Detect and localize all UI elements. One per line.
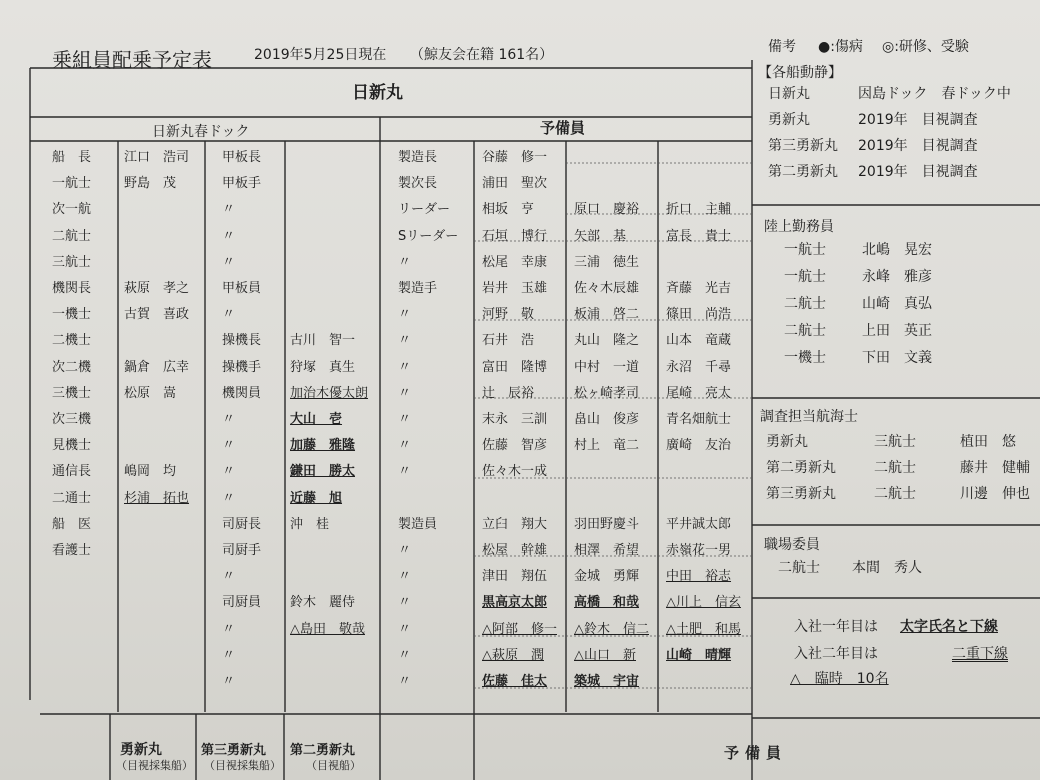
roster-cell-c2: 江口 浩司 xyxy=(124,150,190,165)
fleet-ship: 日新丸 xyxy=(768,86,810,102)
roster-cell-c4: 近藤 旭 xyxy=(290,490,343,506)
roster-cell-c4: 狩塚 真生 xyxy=(290,359,356,375)
roster-cell-c1: 船 長 xyxy=(52,150,92,165)
roster-cell-c5: 〃 xyxy=(398,674,412,689)
roster-cell-c6: △阿部 修一 xyxy=(482,621,557,637)
roster-cell-c1: 二航士 xyxy=(52,228,92,244)
roster-cell-c7: 築城 宇宙 xyxy=(574,674,640,689)
roster-cell-c6: 浦田 聖次 xyxy=(482,176,548,192)
roster-cell-c1: 次三機 xyxy=(52,412,92,427)
bottom-ship-2: 第三勇新丸 xyxy=(201,743,267,758)
roster-cell-c8: 永沼 千尋 xyxy=(666,359,732,375)
roster-cell-c7: 村上 竜二 xyxy=(574,438,640,454)
land-role: 一航士 xyxy=(784,242,826,258)
roster-cell-c4: 鎌田 勝太 xyxy=(290,464,356,480)
land-name: 上田 英正 xyxy=(862,323,932,339)
roster-cell-c8: 赤嶺花一男 xyxy=(666,543,732,558)
fleet-status-heading: 【各船動静】 xyxy=(758,65,842,81)
roster-cell-c5: 〃 xyxy=(398,333,412,349)
roster-cell-c4: 鈴木 麗侍 xyxy=(290,595,356,611)
roster-cell-c7: 相澤 希望 xyxy=(574,543,640,558)
roster-cell-c6: 松尾 幸康 xyxy=(482,254,548,270)
legend-training: ◎:研修、受験 xyxy=(882,39,969,55)
roster-cell-c1: 三航士 xyxy=(52,254,92,270)
roster-cell-c6: △萩原 潤 xyxy=(482,647,544,663)
roster-cell-c1: 二通士 xyxy=(52,490,92,506)
roster-cell-c3: 〃 xyxy=(222,464,236,480)
roster-cell-c1: 機関長 xyxy=(52,281,92,296)
roster-cell-c5: 〃 xyxy=(398,464,412,480)
bottom-ship-3-note: （目視船） xyxy=(306,759,361,772)
fleet-ship: 勇新丸 xyxy=(768,112,810,128)
fleet-ship: 第二勇新丸 xyxy=(768,164,838,180)
roster-cell-c3: 〃 xyxy=(222,490,236,506)
roster-cell-c8: 斉藤 光吉 xyxy=(666,281,732,296)
fleet-status: 2019年 目視調査 xyxy=(858,164,978,180)
roster-cell-c4: 加治木優太朗 xyxy=(290,385,369,401)
roster-cell-c5: リーダー xyxy=(398,202,451,218)
roster-cell-c7: 矢部 基 xyxy=(574,228,627,244)
roster-cell-c4: 古川 智一 xyxy=(290,333,356,349)
roster-cell-c3: 〃 xyxy=(222,438,236,454)
land-role: 二航士 xyxy=(784,296,826,312)
roster-cell-c3: 〃 xyxy=(222,647,236,663)
legend-illness: ●:傷病 xyxy=(818,39,863,55)
roster-cell-c5: 〃 xyxy=(398,647,412,663)
roster-cell-c7: 原口 慶裕 xyxy=(574,202,640,218)
roster-cell-c1: 一機士 xyxy=(52,307,92,323)
land-name: 下田 文義 xyxy=(862,350,932,366)
roster-cell-c7: △山口 新 xyxy=(574,647,636,663)
roster-cell-c1: 船 医 xyxy=(52,516,92,532)
roster-cell-c3: 甲板長 xyxy=(222,150,262,165)
roster-cell-c5: Sリーダー xyxy=(398,228,459,244)
roster-cell-c3: 〃 xyxy=(222,569,236,585)
roster-cell-c5: 〃 xyxy=(398,307,412,323)
roster-cell-c5: 製造員 xyxy=(398,516,438,532)
roster-cell-c6: 石垣 博行 xyxy=(482,228,548,244)
roster-cell-c8: △川上 信玄 xyxy=(666,595,741,611)
land-name: 北嶋 晃宏 xyxy=(862,242,932,258)
roster-cell-c6: 相坂 亨 xyxy=(482,202,535,218)
roster-cell-c3: 司厨長 xyxy=(222,516,262,532)
roster-cell-c2: 野島 茂 xyxy=(124,176,177,192)
fleet-ship: 第三勇新丸 xyxy=(768,138,838,154)
land-name: 永峰 雅彦 xyxy=(862,269,932,285)
note-first-year-style: 太字氏名と下線 xyxy=(900,619,998,635)
note-first-year: 入社一年目は xyxy=(794,619,878,635)
roster-cell-c3: 〃 xyxy=(222,228,236,244)
bottom-ship-3: 第二勇新丸 xyxy=(290,743,356,758)
survey-name: 植田 悠 xyxy=(960,434,1016,450)
survey-navigators-heading: 調査担当航海士 xyxy=(760,409,858,425)
roster-cell-c2: 鍋倉 広幸 xyxy=(124,359,190,375)
roster-cell-c7: 中村 一道 xyxy=(574,359,640,375)
roster-cell-c6: 谷藤 修一 xyxy=(482,150,548,165)
roster-cell-c7: 金城 勇輝 xyxy=(574,569,640,585)
roster-cell-c5: 〃 xyxy=(398,412,412,427)
roster-cell-c1: 一航士 xyxy=(52,176,92,192)
roster-cell-c4: 加藤 雅隆 xyxy=(290,438,356,454)
roster-cell-c4: △島田 敬哉 xyxy=(290,621,365,637)
roster-cell-c3: 甲板手 xyxy=(222,176,262,192)
roster-cell-c3: 〃 xyxy=(222,254,236,270)
survey-role: 三航士 xyxy=(874,434,916,450)
workplace-committee-heading: 職場委員 xyxy=(764,537,820,553)
roster-cell-c7: 畠山 俊彦 xyxy=(574,412,640,427)
roster-cell-c1: 看護士 xyxy=(52,543,92,558)
roster-cell-c8: 尾崎 亮太 xyxy=(666,385,732,401)
survey-name: 藤井 健輔 xyxy=(960,460,1030,476)
roster-cell-c2: 杉浦 拓也 xyxy=(124,490,190,506)
roster-cell-c3: 司厨員 xyxy=(222,595,262,611)
roster-cell-c7: 三浦 徳生 xyxy=(574,254,640,270)
ship-title: 日新丸 xyxy=(352,83,403,103)
land-name: 山崎 真弘 xyxy=(862,296,932,312)
roster-cell-c8: 青名畑航士 xyxy=(666,412,732,427)
roster-cell-c5: 〃 xyxy=(398,438,412,454)
roster-cell-c4: 大山 壱 xyxy=(290,412,343,427)
survey-ship: 第三勇新丸 xyxy=(766,486,836,502)
roster-cell-c5: 〃 xyxy=(398,595,412,611)
reserve-section-title: 予備員 xyxy=(540,119,586,137)
document-title: 乗組員配乗予定表 xyxy=(52,48,212,72)
roster-cell-c6: 佐藤 智彦 xyxy=(482,438,548,454)
land-staff-heading: 陸上勤務員 xyxy=(764,219,834,235)
survey-name: 川邊 伸也 xyxy=(960,486,1030,502)
roster-cell-c6: 石井 浩 xyxy=(482,333,535,349)
roster-cell-c8: 平井誠太郎 xyxy=(666,516,732,532)
roster-cell-c6: 黒高京太郎 xyxy=(482,595,548,611)
roster-cell-c6: 富田 隆博 xyxy=(482,359,548,375)
roster-cell-c7: 松ヶ崎孝司 xyxy=(574,385,640,401)
committee-name: 本間 秀人 xyxy=(852,560,922,576)
roster-cell-c8: 廣崎 友治 xyxy=(666,438,732,454)
roster-cell-c3: 〃 xyxy=(222,674,236,689)
roster-cell-c1: 二機士 xyxy=(52,333,92,349)
roster-cell-c5: 製造手 xyxy=(398,281,438,296)
roster-cell-c6: 岩井 玉雄 xyxy=(482,281,548,296)
roster-cell-c1: 次一航 xyxy=(52,202,92,218)
roster-cell-c7: 高橋 和哉 xyxy=(574,595,640,611)
roster-cell-c8: 折口 主輔 xyxy=(666,202,732,218)
roster-cell-c5: 〃 xyxy=(398,385,412,401)
bottom-reserve: 予備員 xyxy=(724,744,788,762)
roster-cell-c3: 操機手 xyxy=(222,359,262,375)
land-role: 一航士 xyxy=(784,269,826,285)
roster-cell-c1: 三機士 xyxy=(52,385,92,401)
roster-cell-c5: 〃 xyxy=(398,359,412,375)
roster-cell-c8: 山本 竜蔵 xyxy=(666,333,732,349)
roster-cell-c6: 立臼 翔大 xyxy=(482,516,548,532)
note-temporary: △ 臨時 10名 xyxy=(790,671,889,687)
roster-cell-c2: 嶋岡 均 xyxy=(124,464,177,480)
roster-cell-c6: 津田 翔伍 xyxy=(482,569,548,585)
fleet-status: 2019年 目視調査 xyxy=(858,112,978,128)
roster-cell-c6: 佐々木一成 xyxy=(482,464,548,480)
roster-cell-c6: 佐藤 佳太 xyxy=(482,674,548,689)
fleet-status: 因島ドック 春ドック中 xyxy=(858,86,1011,102)
roster-cell-c4: 沖 桂 xyxy=(290,516,330,532)
roster-cell-c1: 見機士 xyxy=(52,438,92,454)
bottom-ship-1-note: （目視採集船） xyxy=(116,759,193,772)
roster-cell-c7: 丸山 隆之 xyxy=(574,333,640,349)
roster-cell-c3: 操機長 xyxy=(222,333,262,349)
legend-heading: 備考 xyxy=(768,39,796,55)
roster-cell-c8: 中田 裕志 xyxy=(666,569,732,585)
survey-role: 二航士 xyxy=(874,486,916,502)
roster-cell-c6: 河野 敬 xyxy=(482,307,535,323)
bottom-ship-2-note: （目視採集船） xyxy=(204,759,281,772)
roster-cell-c8: △土肥 和馬 xyxy=(666,621,741,637)
survey-ship: 勇新丸 xyxy=(766,434,808,450)
roster-cell-c2: 古賀 喜政 xyxy=(124,307,190,323)
roster-cell-c2: 松原 嵩 xyxy=(124,385,177,401)
roster-cell-c7: 羽田野慶斗 xyxy=(574,516,640,532)
roster-cell-c3: 〃 xyxy=(222,412,236,427)
roster-cell-c1: 通信長 xyxy=(52,464,92,480)
committee-role: 二航士 xyxy=(778,560,820,576)
roster-cell-c6: 末永 三訓 xyxy=(482,412,548,427)
roster-cell-c5: 〃 xyxy=(398,569,412,585)
roster-cell-c3: 〃 xyxy=(222,307,236,323)
roster-cell-c6: 辻 辰裕 xyxy=(482,385,535,401)
roster-cell-c3: 機関員 xyxy=(222,385,262,401)
roster-cell-c3: 司厨手 xyxy=(222,543,262,558)
roster-cell-c6: 松屋 幹雄 xyxy=(482,543,548,558)
survey-role: 二航士 xyxy=(874,460,916,476)
land-role: 二航士 xyxy=(784,323,826,339)
roster-cell-c3: 〃 xyxy=(222,621,236,637)
note-second-year: 入社二年目は xyxy=(794,646,878,662)
roster-cell-c5: 〃 xyxy=(398,543,412,558)
survey-ship: 第二勇新丸 xyxy=(766,460,836,476)
roster-cell-c5: 〃 xyxy=(398,621,412,637)
fleet-status: 2019年 目視調査 xyxy=(858,138,978,154)
roster-cell-c1: 次二機 xyxy=(52,359,92,375)
roster-cell-c8: 篠田 尚浩 xyxy=(666,307,732,323)
note-second-year-style: 二重下線 xyxy=(952,646,1008,662)
roster-cell-c5: 〃 xyxy=(398,254,412,270)
roster-cell-c3: 〃 xyxy=(222,202,236,218)
roster-cell-c7: △鈴木 信二 xyxy=(574,621,649,637)
roster-cell-c5: 製次長 xyxy=(398,176,438,192)
document-member-count: （鯨友会在籍 161名） xyxy=(410,47,554,63)
dock-section-title: 日新丸春ドック xyxy=(152,124,250,140)
document-date: 2019年5月25日現在 xyxy=(254,47,387,63)
roster-cell-c7: 佐々木辰雄 xyxy=(574,281,640,296)
roster-cell-c8: 山崎 晴輝 xyxy=(666,647,732,663)
bottom-ship-1: 勇新丸 xyxy=(120,742,162,758)
roster-cell-c5: 製造長 xyxy=(398,150,438,165)
roster-cell-c2: 萩原 孝之 xyxy=(124,281,190,296)
roster-cell-c8: 富長 貴士 xyxy=(666,228,732,244)
roster-cell-c3: 甲板員 xyxy=(222,281,262,296)
roster-cell-c7: 板浦 啓二 xyxy=(574,307,640,323)
land-role: 一機士 xyxy=(784,350,826,366)
